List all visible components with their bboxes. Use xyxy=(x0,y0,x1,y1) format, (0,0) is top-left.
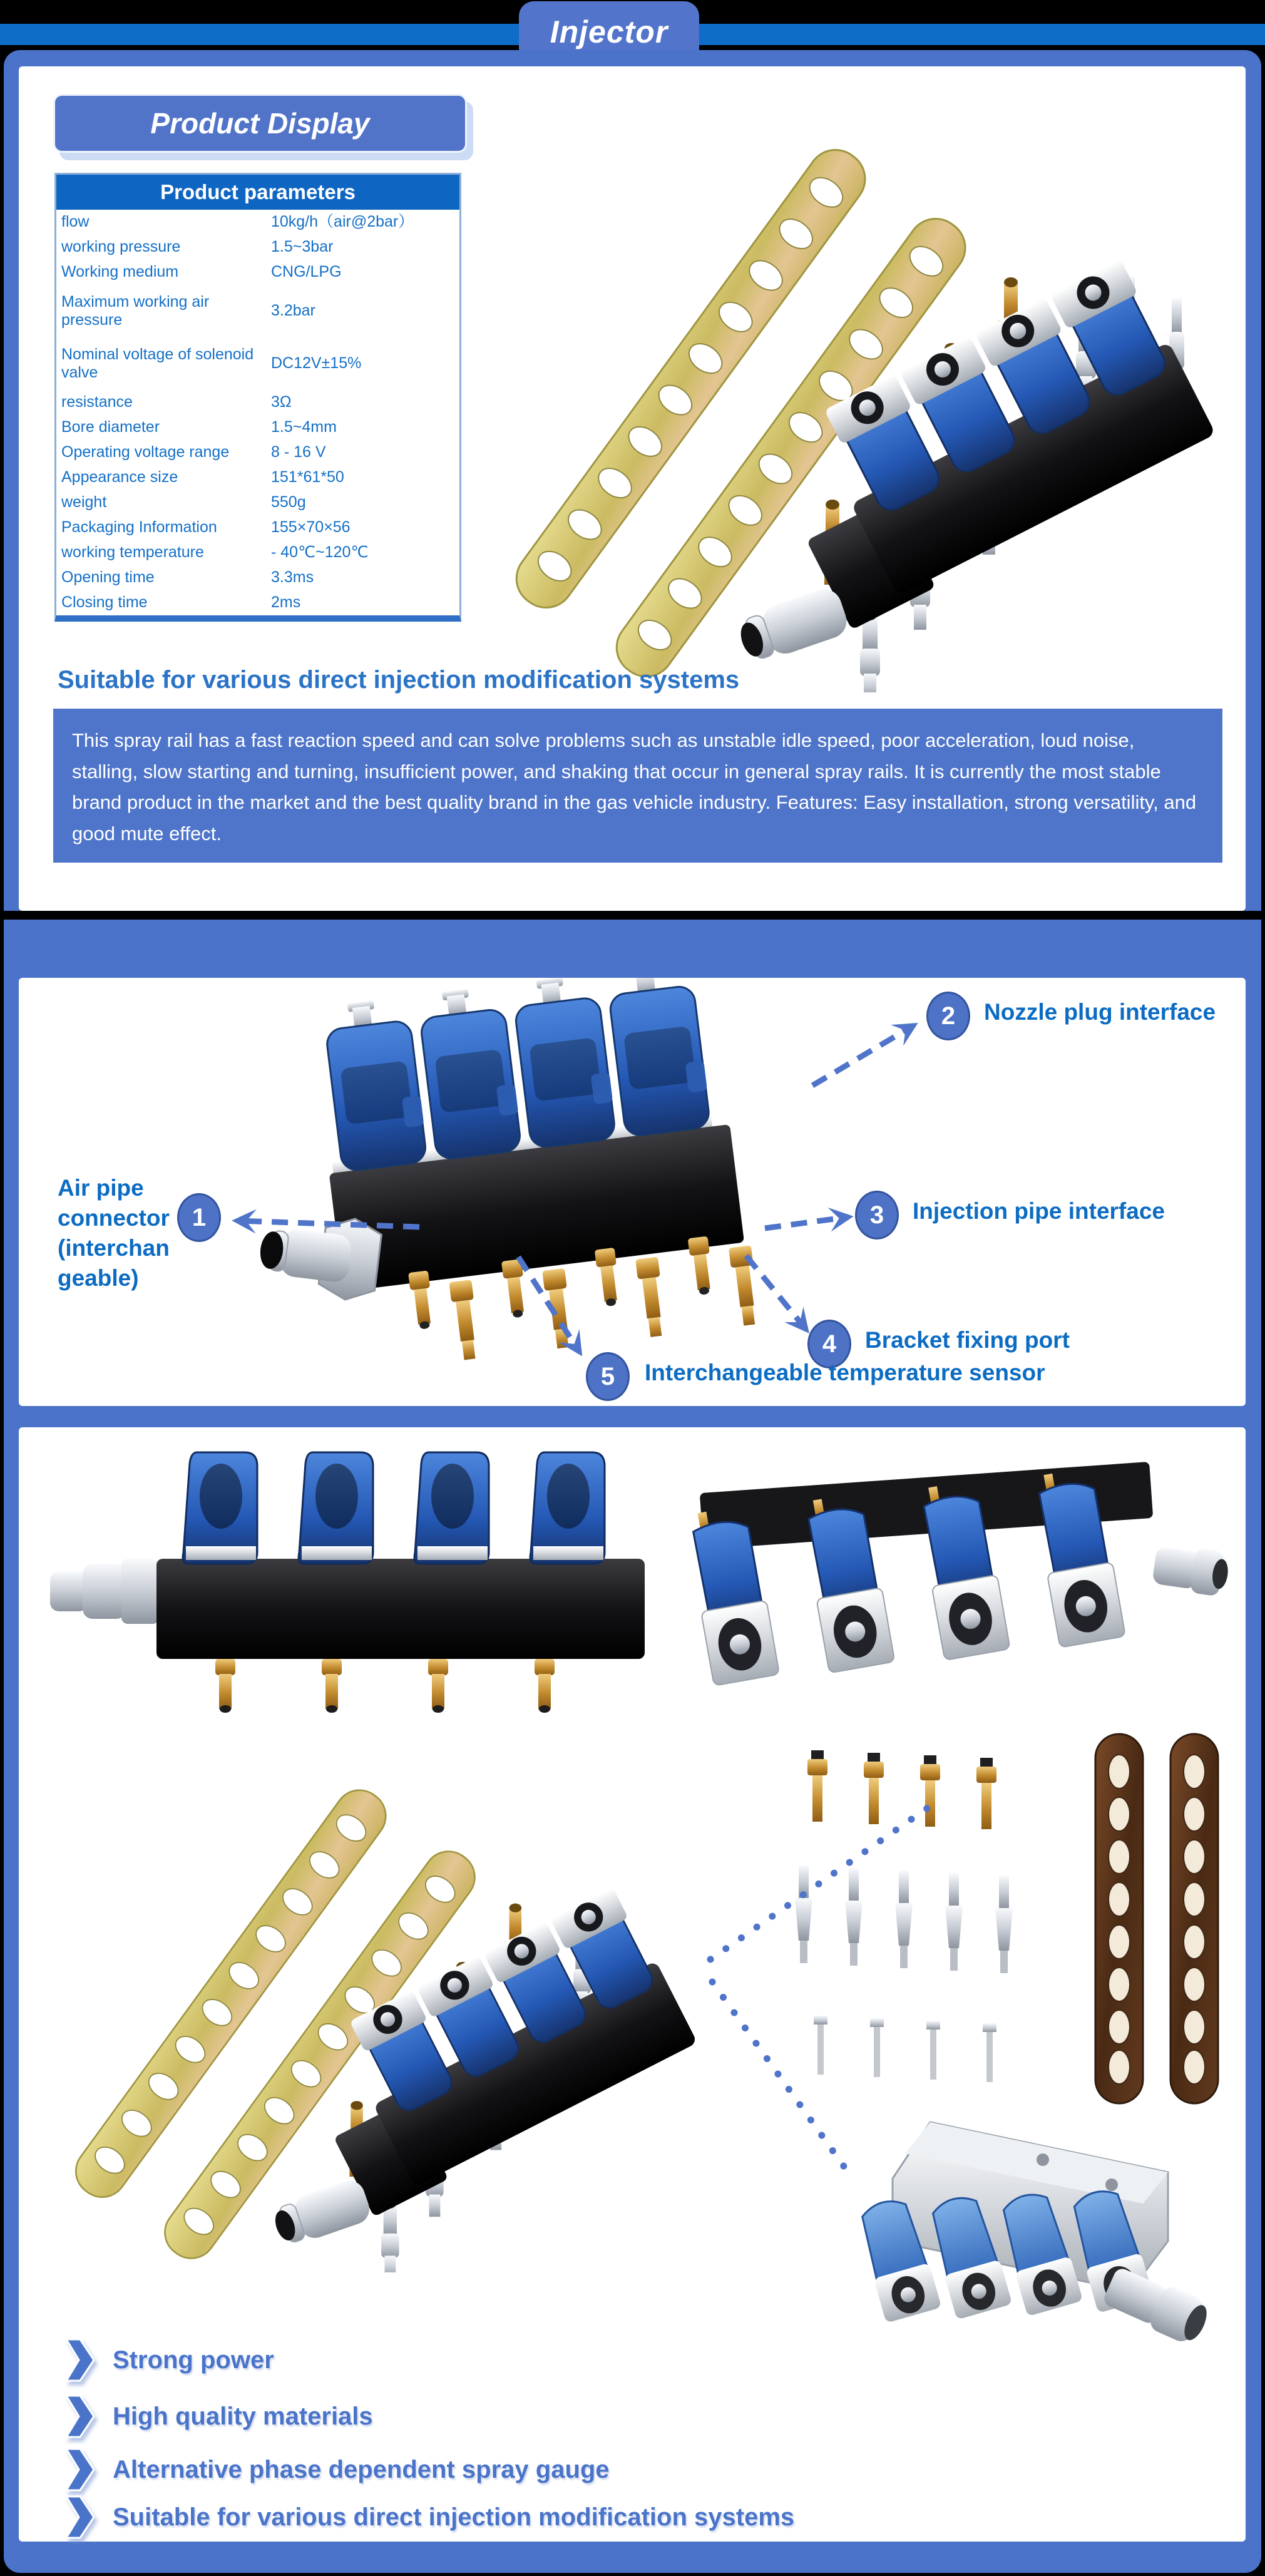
feature-label: Suitable for various direct injection modification systems xyxy=(113,2503,795,2531)
table-row: Appearance size 151*61*50 xyxy=(61,468,344,486)
intro-paragraph: This spray rail has a fast reaction speed and can solve problems such as unstable idle speed, poor acceleration, loud noise, stalling, slow starting and turning, insufficient power, and shaking that occur in general spray rails. It is currently the most stable brand product in the market and the best quality brand in the gas vehicle industry. Features: Easy installation, strong versatility, and good mute effect. xyxy=(53,709,1222,863)
table-row: Opening time 3.3ms xyxy=(61,568,314,587)
table-row: resistance 3Ω xyxy=(61,393,292,411)
page-title: Injector xyxy=(550,14,668,49)
callout-circle: 1 xyxy=(177,1193,221,1242)
table-row: weight 550g xyxy=(61,493,306,511)
callout-label: Injection pipe interface xyxy=(913,1198,1165,1224)
diagram-section xyxy=(19,978,1246,1406)
callout-circle: 2 xyxy=(926,992,970,1040)
product-display-section xyxy=(19,66,1246,911)
section-banner-label: Product Display xyxy=(150,107,370,140)
table-row: working temperature - 40℃~120℃ xyxy=(61,543,369,562)
section-banner xyxy=(53,94,467,153)
table-row: Nominal voltage of solenoid valve DC12V±15% xyxy=(61,345,362,381)
black-divider xyxy=(0,911,1265,920)
table-row: Closing time 2ms xyxy=(61,593,301,612)
callout-circle: 5 xyxy=(586,1352,630,1401)
callout-label: Air pipe connector (interchan geable) xyxy=(58,1175,170,1291)
table-row: Packaging Information 155×70×56 xyxy=(61,518,351,536)
feature-label: Alternative phase dependent spray gauge xyxy=(113,2455,610,2483)
table-row: Working medium CNG/LPG xyxy=(61,263,342,281)
callout-label: Nozzle plug interface xyxy=(984,999,1216,1025)
callout-circle: 3 xyxy=(855,1191,899,1239)
feature-label: High quality materials xyxy=(113,2402,373,2430)
parameters-table-header: Product parameters xyxy=(56,175,459,210)
gallery-section xyxy=(19,1427,1246,2542)
table-row: Maximum working air pressure 3.2bar xyxy=(61,292,315,329)
table-row: working pressure 1.5~3bar xyxy=(61,238,334,256)
table-row: flow 10kg/h（air@2bar） xyxy=(61,213,414,231)
callout-label: Bracket fixing port xyxy=(865,1327,1070,1353)
callout-label: Interchangeable temperature sensor xyxy=(645,1360,1045,1385)
table-row: Bore diameter 1.5~4mm xyxy=(61,418,337,436)
table-row: Operating voltage range 8 - 16 V xyxy=(61,443,326,461)
feature-label: Strong power xyxy=(113,2346,274,2374)
intro-heading: Suitable for various direct injection modification systems xyxy=(58,666,740,694)
callout-circle: 4 xyxy=(807,1320,851,1368)
parameters-table xyxy=(54,173,461,622)
detail-connector-lines xyxy=(19,1427,1246,2542)
photo-kit-top xyxy=(482,73,1239,692)
